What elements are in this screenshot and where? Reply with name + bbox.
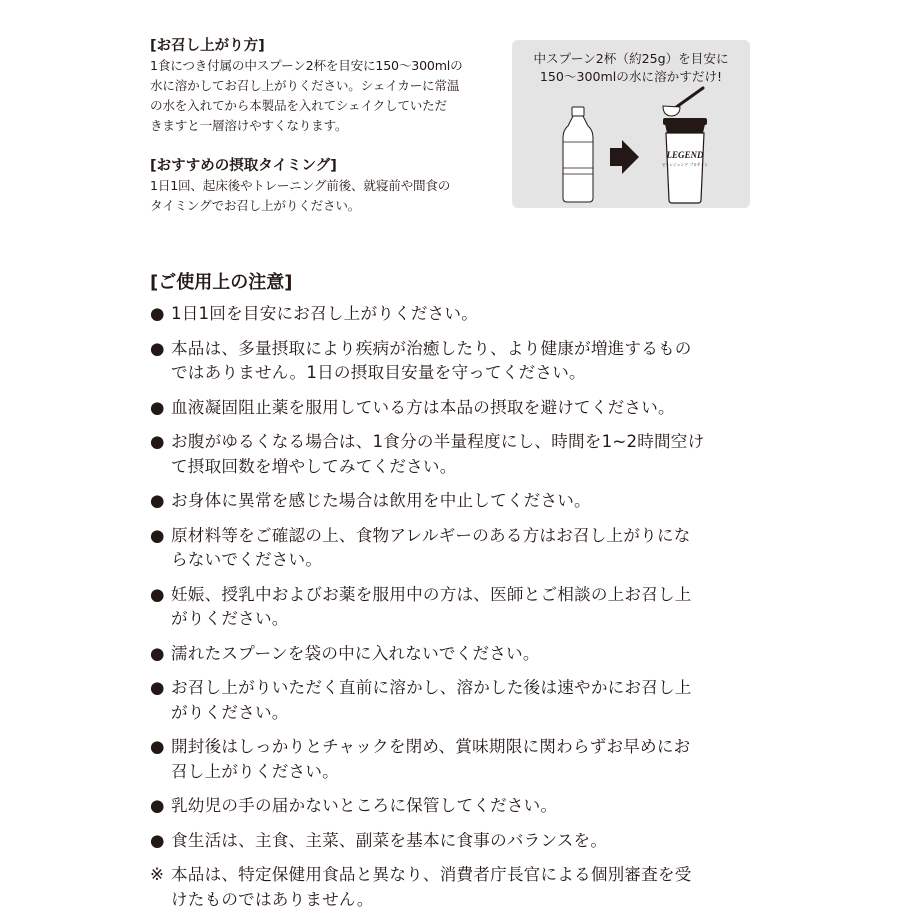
precaution-item (150, 642, 770, 667)
precaution-line: 妊娠、授乳中およびお薬を服用中の方は、医師とご相談の上お召し上 (171, 584, 692, 604)
bullet-icon: ● (150, 584, 165, 604)
precautions-section (150, 268, 770, 922)
precaution-line: 濡れたスプーンを袋の中に入れないでください。 (171, 643, 540, 663)
timing-title: [おすすめの摂取タイミング] (150, 158, 337, 174)
precautions-title: [ご使用上の注意] (150, 272, 293, 293)
precaution-line: 1日1回を目安にお召し上がりください。 (171, 304, 479, 323)
precaution-item (150, 302, 770, 327)
precaution-item (150, 829, 770, 854)
precaution-item (150, 583, 770, 632)
precaution-line: ではありません。1日の摂取目安量を守ってください。 (171, 363, 586, 382)
precaution-item (150, 524, 770, 573)
timing-body (150, 176, 500, 216)
bullet-icon: ● (150, 338, 165, 358)
scoop-icon (663, 88, 703, 116)
bullet-icon: ※ (150, 865, 165, 884)
precaution-line: お身体に異常を感じた場合は飲用を中止してください。 (171, 491, 591, 510)
precaution-line: がりください。 (171, 609, 289, 628)
preparation-illustration (512, 40, 750, 208)
precaution-line: 本品は、特定保健用食品と異なり、消費者庁長官による個別審査を受 (171, 865, 692, 884)
timing-line: タイミングでお召し上がりください。 (150, 198, 361, 213)
bullet-icon: ● (150, 432, 165, 451)
water-bottle-icon (563, 107, 593, 202)
caption-line: 150〜300mlの水に溶かすだけ! (539, 69, 723, 84)
footnote-item (150, 863, 770, 912)
precaution-item (150, 794, 770, 819)
timing-line: 1日1回、起床後やトレーニング前後、就寝前や間食の (150, 178, 451, 193)
bullet-icon: ● (150, 737, 165, 756)
bullet-icon: ● (150, 678, 165, 697)
bullet-icon: ● (150, 304, 165, 323)
precaution-line: 乳幼児の手の届かないところに保管してください。 (171, 796, 558, 815)
bullet-icon: ● (150, 397, 165, 417)
directions-body (150, 56, 500, 136)
precaution-item (150, 337, 770, 386)
bullet-icon: ● (150, 643, 165, 663)
precaution-line: お腹がゆるくなる場合は、1食分の半量程度にし、時間を1~2時間空け (171, 432, 705, 451)
precaution-line: お召し上がりいただく直前に溶かし、溶かした後は速やかにお召し上 (171, 678, 692, 697)
precaution-item (150, 676, 770, 725)
directions-title: [お召し上がり方] (150, 38, 265, 54)
precaution-line: 開封後はしっかりとチャックを閉め、賞味期限に関わらずお早めにお (171, 737, 691, 756)
bullet-icon: ● (150, 525, 165, 545)
precaution-line: 召し上がりください。 (171, 761, 339, 781)
precaution-line: らないでください。 (171, 550, 323, 569)
caption-line: 中スプーン2杯（約25g）を目安に (533, 51, 729, 66)
directions-line: きますと一層溶けやすくなります。 (150, 118, 348, 133)
precaution-line: 血液凝固阻止薬を服用している方は本品の摂取を避けてください。 (171, 397, 675, 417)
precaution-item (150, 430, 770, 479)
precaution-line: 本品は、多量摂取により疾病が治癒したり、より健康が増進するもの (171, 338, 692, 358)
directions-line: 1食につき付属の中スプーン2杯を目安に150〜300mlの (150, 58, 463, 73)
shaker-sublogo: ビーレジェンド プロテイン (661, 162, 709, 167)
precaution-line: て摂取回数を増やしてみてください。 (171, 456, 457, 476)
precaution-line: 原材料等をご確認の上、食物アレルギーのある方はお召し上がりにな (171, 525, 691, 545)
precaution-item (150, 735, 770, 784)
bullet-icon: ● (150, 491, 165, 510)
directions-line: の水を入れてから本製品を入れてシェイクしていただ (150, 98, 447, 113)
directions-section (150, 36, 500, 216)
precaution-item (150, 396, 770, 421)
shaker-logo: LEGEND (666, 150, 704, 160)
precaution-line: 食生活は、主食、主菜、副菜を基本に食事のバランスを。 (171, 830, 608, 850)
shaker-icon (662, 118, 708, 203)
illustration-graphic (512, 40, 750, 208)
bullet-icon: ● (150, 796, 165, 815)
precaution-line: がりください。 (171, 702, 289, 722)
precautions-list (150, 302, 770, 912)
directions-line: 水に溶かしてお召し上がりください。シェイカーに常温 (150, 78, 460, 93)
bullet-icon: ● (150, 830, 165, 850)
precaution-item (150, 489, 770, 514)
arrow-right-icon (610, 140, 639, 174)
precaution-line: けたものではありません。 (171, 889, 374, 909)
